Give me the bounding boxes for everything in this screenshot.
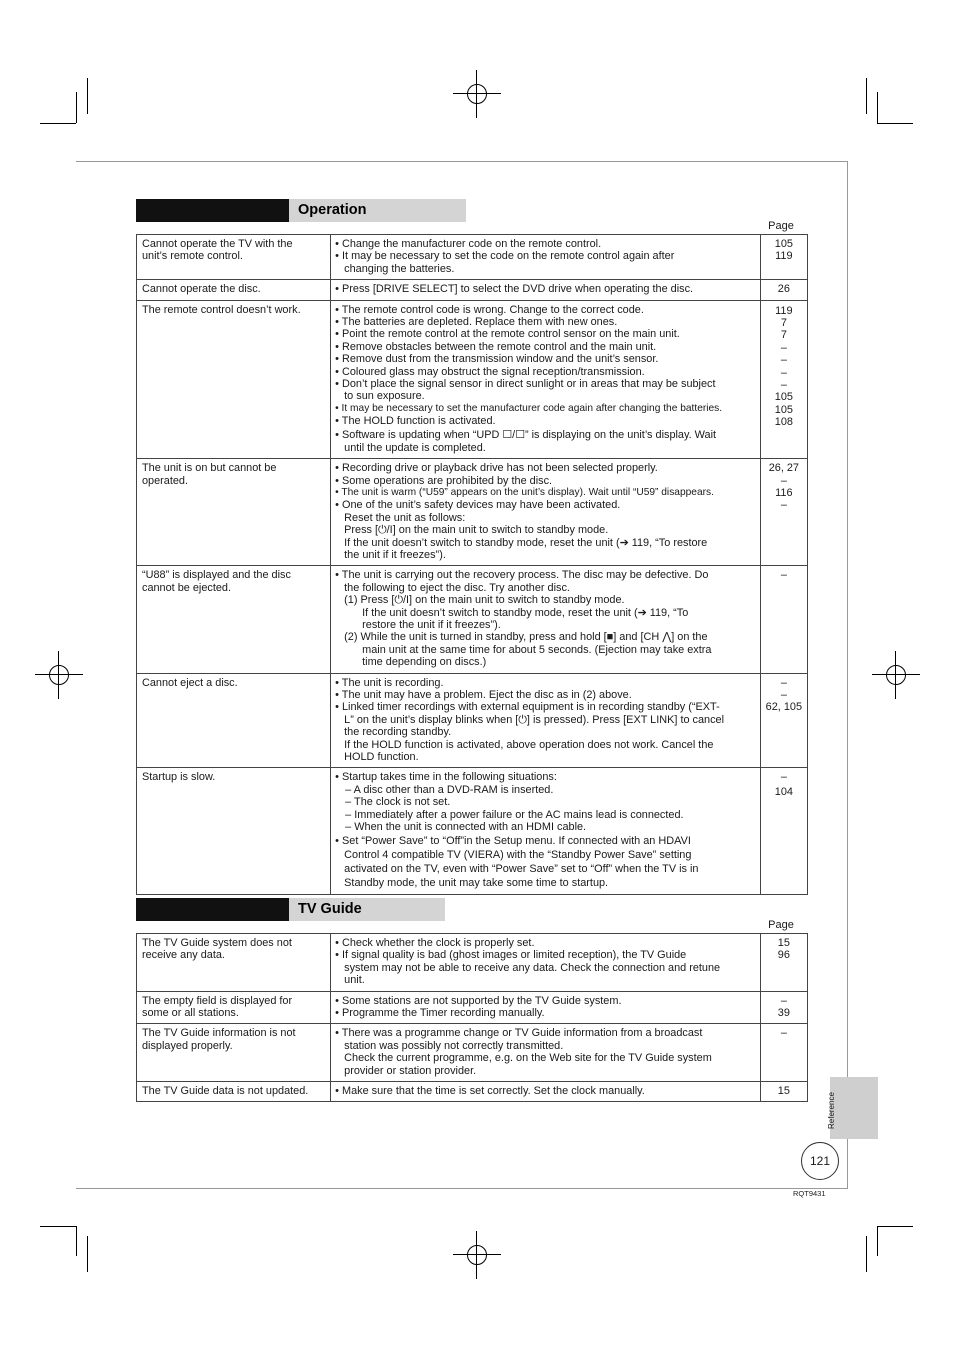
page-ref-cell [760, 235, 807, 280]
solution-line: • The unit is carrying out the recovery process. The disc may be defective. Do [335, 569, 709, 582]
solution-line: • The unit is warm (“U59” appears on the unit’s display). Wait until “U59” disappears. [335, 486, 714, 498]
table-row [137, 280, 808, 300]
problem-text: displayed properly. [142, 1039, 233, 1052]
page-ref-cell [760, 1024, 807, 1082]
solution-line: Standby mode, the unit may take some time to startup. [344, 876, 609, 889]
solution-line: • Remove dust from the transmission window and the unit’s sensor. [335, 353, 659, 366]
page-reference: – [780, 569, 787, 582]
problem-cell [137, 768, 331, 894]
solution-line: Control 4 compatible TV (VIERA) with the “Standby Power Save” setting [344, 848, 692, 861]
solution-line: • The remote control code is wrong. Change to the correct code. [335, 303, 644, 316]
problem-text: Startup is slow. [142, 771, 216, 784]
solution-cell [331, 459, 761, 566]
solution-line: • Recording drive or playback drive has not been selected properly. [335, 462, 658, 475]
solution-line: time depending on discs.) [362, 656, 487, 669]
page-reference: – [780, 341, 787, 354]
registration-mark [453, 1231, 501, 1279]
page-reference: – [780, 994, 787, 1007]
table-row [137, 934, 808, 992]
problem-text: The TV Guide data is not updated. [142, 1085, 309, 1098]
page-column-label: Page [768, 919, 794, 931]
table-row [137, 673, 808, 768]
solution-line: • Some stations are not supported by the TV Guide system. [335, 994, 622, 1007]
solution-line: • It may be necessary to set the code on the remote control again after [335, 250, 675, 263]
problem-text: cannot be ejected. [142, 581, 232, 594]
crop-mark [76, 92, 77, 123]
solution-line: system may not be able to receive any data. Check the connection and retune [344, 961, 721, 974]
page-number: 121 [801, 1142, 839, 1180]
solution-line: Reset the unit as follows: [344, 511, 466, 524]
solution-line: restore the unit if it freezes”). [362, 618, 501, 631]
page-reference: 39 [777, 1007, 790, 1020]
page-ref-cell [760, 459, 807, 566]
table-row [137, 459, 808, 566]
solution-cell [331, 235, 761, 280]
solution-line: (1) Press [⏻/I] on the main unit to switch to standby mode. [344, 594, 625, 607]
page-frame-top [76, 161, 847, 162]
page-reference: 104 [774, 785, 793, 798]
page-frame-bottom [76, 1188, 847, 1189]
solution-line: • Remove obstacles between the remote control and the main unit. [335, 340, 657, 353]
crop-mark [40, 1226, 76, 1227]
problem-text: The TV Guide information is not [142, 1027, 296, 1040]
solution-line: station was possibly not correctly transmitted. [344, 1039, 564, 1052]
registration-mark [872, 651, 920, 699]
page-reference: 26 [777, 283, 790, 296]
crop-mark [866, 1236, 867, 1272]
table-row [137, 768, 808, 894]
crop-mark [40, 123, 76, 124]
page-reference: 7 [780, 329, 787, 342]
solution-line: • Check whether the clock is properly set. [335, 937, 535, 949]
solution-line: • Change the manufacturer code on the remote control. [335, 238, 602, 250]
solution-line: • Make sure that the time is set correctly. Set the clock manually. [335, 1085, 645, 1098]
registration-mark [453, 70, 501, 118]
page-reference: 7 [780, 317, 787, 330]
page-reference: 108 [774, 416, 793, 429]
problem-text: “U88” is displayed and the disc [142, 569, 291, 582]
solution-line: • Press [DRIVE SELECT] to select the DVD drive when operating the disc. [335, 283, 694, 296]
solution-cell [331, 991, 761, 1024]
solution-line: • Set “Power Save” to “Off”in the Setup menu. If connected with an HDAVI [335, 835, 691, 848]
table-row [137, 991, 808, 1024]
section-title: Operation [289, 199, 466, 222]
table-row [137, 566, 808, 673]
solution-line: • Startup takes time in the following situations: [335, 771, 557, 784]
problem-text: The remote control doesn’t work. [142, 303, 301, 316]
solution-line: L” on the unit’s display blinks when [⏻] is pressed). Press [EXT LINK] to cancel [344, 713, 725, 726]
problem-cell [137, 1024, 331, 1082]
page-reference: 105 [774, 391, 793, 404]
page-reference: – [780, 771, 787, 784]
problem-cell [137, 1082, 331, 1102]
section-title: TV Guide [289, 898, 445, 921]
solution-line: • Don’t place the signal sensor in direct sunlight or in areas that may be subject [335, 378, 716, 391]
solution-line: • It may be necessary to set the manufacturer code again after changing the batteries. [335, 402, 723, 414]
page-reference: 15 [777, 937, 790, 949]
table-row [137, 235, 808, 280]
solution-line: • The unit is recording. [335, 676, 444, 689]
problem-text: some or all stations. [142, 1007, 239, 1020]
solution-line: changing the batteries. [344, 262, 455, 275]
page-reference: – [780, 379, 787, 392]
section-header-bar [136, 898, 289, 921]
page-reference: 62, 105 [765, 701, 803, 714]
problem-text: The unit is on but cannot be [142, 462, 277, 475]
crop-mark [877, 1226, 878, 1256]
solution-line: (2) While the unit is turned in standby, press and hold [■] and [CH ⋀] on the [344, 631, 708, 644]
page-reference: 119 [775, 304, 793, 317]
solution-line: • Coloured glass may obstruct the signal reception/transmission. [335, 365, 645, 378]
solution-cell [331, 673, 761, 768]
crop-mark [87, 1236, 88, 1272]
solution-line: • Point the remote control at the remote control sensor on the main unit. [335, 328, 680, 341]
solution-cell [331, 566, 761, 673]
page-reference: 15 [777, 1085, 790, 1098]
solution-line: Press [⏻/I] on the main unit to switch to standby mode. [344, 524, 609, 537]
problem-cell [137, 991, 331, 1024]
problem-text: The empty field is displayed for [142, 994, 293, 1007]
page-ref-cell [760, 300, 807, 458]
solution-line: • If signal quality is bad (ghost images or limited reception), the TV Guide [335, 949, 687, 962]
solution-line: until the update is completed. [344, 441, 486, 454]
reference-tab-label: Reference [827, 1092, 836, 1129]
problem-text: The TV Guide system does not [142, 937, 292, 949]
crop-mark [87, 78, 88, 114]
problem-cell [137, 673, 331, 768]
page-reference: 119 [775, 250, 793, 263]
problem-cell [137, 280, 331, 300]
page-ref-cell [760, 673, 807, 768]
page-ref-cell [760, 934, 807, 992]
solution-line: the recording standby. [344, 726, 452, 739]
page-reference: 116 [775, 486, 793, 499]
solution-cell [331, 1082, 761, 1102]
solution-cell [331, 934, 761, 992]
solution-line: – A disc other than a DVD-RAM is inserted. [345, 783, 554, 796]
crop-mark [866, 78, 867, 114]
crop-mark [877, 1226, 913, 1227]
solution-line: • One of the unit’s safety devices may have been activated. [335, 499, 621, 512]
page-ref-cell [760, 991, 807, 1024]
solution-line: • The HOLD function is activated. [335, 415, 496, 428]
page-reference: 96 [777, 949, 790, 962]
solution-line: the following to eject the disc. Try another disc. [344, 581, 570, 594]
table-row [137, 1082, 808, 1102]
problem-cell [137, 300, 331, 458]
page-ref-cell [760, 280, 807, 300]
solution-cell [331, 768, 761, 894]
page-reference: – [780, 676, 787, 689]
solution-line: main unit at the same time for about 5 seconds. (Ejection may take extra [362, 643, 712, 656]
page-reference: – [780, 689, 787, 701]
document-code: RQT9431 [793, 1189, 826, 1198]
page-ref-cell [760, 566, 807, 673]
solution-line: HOLD function. [344, 751, 419, 764]
crop-mark [877, 92, 878, 123]
registration-mark [35, 651, 83, 699]
page-reference: – [780, 354, 787, 367]
solution-line: If the unit doesn’t switch to standby mode, reset the unit (➔ 119, “To [362, 606, 689, 619]
problem-cell [137, 459, 331, 566]
solution-cell [331, 300, 761, 458]
problem-text: Cannot eject a disc. [142, 676, 238, 689]
page-column-label: Page [768, 220, 794, 232]
solution-line: activated on the TV, even with “Power Save” set to “Off” when the TV is in [344, 862, 699, 875]
solution-line: If the unit doesn’t switch to standby mode, reset the unit (➔ 119, “To restore [344, 536, 708, 549]
solution-line: to sun exposure. [344, 390, 425, 403]
page-reference: – [780, 1027, 787, 1040]
page-reference: – [780, 499, 787, 512]
section-header-tv-guide [136, 898, 445, 921]
page-ref-cell [760, 1082, 807, 1102]
solution-cell [331, 1024, 761, 1082]
problem-cell [137, 566, 331, 673]
solution-line: – Immediately after a power failure or the AC mains lead is connected. [345, 808, 684, 821]
crop-mark [76, 1226, 77, 1256]
page-reference: 26, 27 [768, 462, 799, 475]
problem-text: operated. [142, 474, 189, 487]
table-row [137, 300, 808, 458]
solution-line: Check the current programme, e.g. on the Web site for the TV Guide system [344, 1052, 712, 1065]
crop-mark [877, 123, 913, 124]
solution-line: – When the unit is connected with an HDMI cable. [345, 821, 587, 834]
problem-text: receive any data. [142, 949, 225, 962]
solution-line: provider or station provider. [344, 1064, 477, 1077]
problem-text: unit’s remote control. [142, 250, 243, 263]
solution-line: If the HOLD function is activated, above operation does not work. Cancel the [344, 738, 714, 751]
section-header-operation [136, 199, 466, 222]
operation-table [136, 234, 808, 895]
page-ref-cell [760, 768, 807, 894]
solution-line: • The unit may have a problem. Eject the disc as in (2) above. [335, 689, 632, 701]
solution-line: • There was a programme change or TV Guide information from a broadcast [335, 1027, 703, 1040]
solution-line: unit. [344, 974, 365, 987]
page-reference: – [780, 474, 787, 487]
problem-cell [137, 934, 331, 992]
page-reference: 105 [774, 238, 793, 250]
solution-line: • Some operations are prohibited by the disc. [335, 474, 553, 487]
page-reference: 105 [774, 403, 793, 416]
reference-tab [827, 1077, 878, 1139]
problem-cell [137, 235, 331, 280]
table-row [137, 1024, 808, 1082]
solution-line: • Programme the Timer recording manually. [335, 1007, 545, 1020]
solution-line: • The batteries are depleted. Replace them with new ones. [335, 316, 618, 329]
tv-guide-table [136, 933, 808, 1102]
section-header-bar [136, 199, 289, 222]
solution-line: the unit if it freezes”). [344, 548, 446, 561]
page-reference: – [780, 366, 787, 379]
page-frame-right [847, 161, 848, 1189]
solution-line: • Linked timer recordings with external equipment is in recording standby (“EXT- [335, 701, 720, 714]
problem-text: Cannot operate the TV with the [142, 238, 293, 250]
solution-line: – The clock is not set. [345, 796, 451, 809]
solution-cell [331, 280, 761, 300]
problem-text: Cannot operate the disc. [142, 283, 261, 296]
solution-line: • Software is updating when “UPD ☐/☐” is displaying on the unit’s display. Wait [335, 428, 717, 441]
